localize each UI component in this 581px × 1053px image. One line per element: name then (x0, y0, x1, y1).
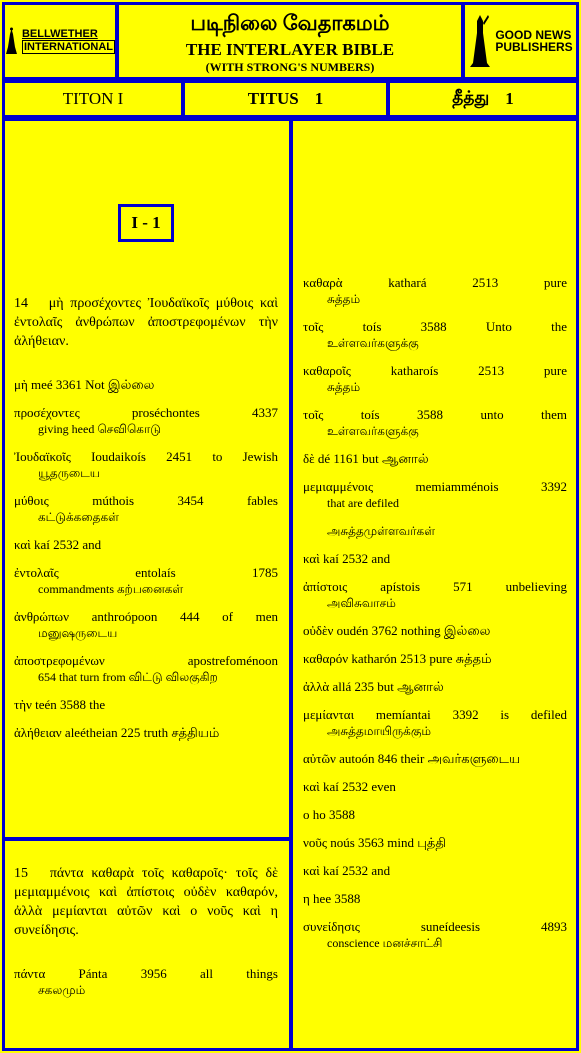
word-entry (14, 449, 278, 481)
statue-icon (468, 13, 492, 69)
word-entry (303, 407, 567, 439)
entry-line: καὶ kaí 2532 even (303, 779, 396, 794)
word-entry (303, 751, 567, 767)
entry-sub: மனுஷருடைய (38, 626, 118, 640)
verse14-text: μὴ προσέχοντες Ἰουδαϊκοῖς μύθοις καὶ ἐντολαῖς ἀνθρώπων ἀποστρεφομένων τὴν ἀλήθειαν. (14, 296, 278, 349)
entry-sub: உள்ளவர்களுக்கு (327, 424, 419, 438)
logo-text-line1: BELLWETHER (21, 28, 98, 40)
entry-line: τοῖς toís 3588 unto them (303, 407, 567, 422)
word-entry (14, 377, 278, 393)
word-entry (14, 609, 278, 641)
entry-line: ἀνθρώπων anthroópoon 444 of men (14, 609, 278, 624)
entry-line: καθαροῖς katharoís 2513 pure (303, 363, 567, 378)
word-entry (303, 919, 567, 951)
title-tamil: படிநிலை வேதாகமம் (190, 11, 390, 35)
good-news-logo (465, 5, 576, 77)
entry-sub: that are defiled (327, 496, 399, 510)
entry-line: Ἰουδαϊκοῖς Ioudaikoís 2451 to Jewish (14, 449, 278, 464)
entry-sub: கட்டுக்கதைகள் (38, 510, 119, 524)
ref-english-book: TITUS (247, 89, 299, 108)
entry-line: αὐτῶν autoón 846 their அவர்களுடைய (303, 751, 521, 766)
word-entry (303, 623, 567, 639)
ref-english (182, 80, 389, 118)
entry-sub: 654 that turn from விட்டு விலகுகிற (38, 670, 218, 684)
word-entry (303, 679, 567, 695)
ref-greek (2, 80, 184, 118)
title-english: THE INTERLAYER BIBLE (185, 40, 395, 59)
entry-line: τὴν teén 3588 the (14, 697, 106, 712)
title-box (116, 2, 464, 80)
ref-greek-text: TITON I (62, 89, 124, 108)
ref-tamil-book: தீத்து (452, 88, 490, 107)
word-entry (14, 405, 278, 437)
word-entry (303, 863, 567, 879)
entry-sub: யூதருடைய (38, 466, 101, 480)
right-column-content (303, 275, 567, 963)
entry-line: δὲ dé 1161 but ஆனால் (303, 451, 429, 466)
left-logo-box (2, 2, 118, 80)
verse15-number: 15 (14, 866, 28, 881)
verse14 (14, 294, 278, 351)
word-entry (303, 451, 567, 467)
chapter-box: I - 1 (118, 204, 174, 242)
ref-english-chapter: 1 (314, 89, 324, 108)
entry-sub: அசுத்தமாயிருக்கும் (327, 724, 432, 738)
word-entry (303, 651, 567, 667)
entry-sub: சுத்தம் (327, 292, 361, 306)
ref-tamil (387, 80, 579, 118)
word-entry (14, 493, 278, 525)
word-entry (303, 579, 567, 611)
word-entry (14, 725, 278, 741)
entry-line: ἀλήθειαν aleétheian 225 truth சத்தியம் (14, 725, 220, 740)
entry-sub: சகலமும் (38, 983, 86, 997)
entry-line: μύθοις múthois 3454 fables (14, 493, 278, 508)
word-entry (303, 523, 567, 539)
entry-sub: உள்ளவர்களுக்கு (327, 336, 419, 350)
word-entry (303, 835, 567, 851)
entry-line: πάντα Pánta 3956 all things (14, 966, 278, 981)
entry-line: ο ho 3588 (303, 807, 355, 822)
entry-line: ἐντολαῖς entolaís 1785 (14, 565, 278, 580)
entry-line: μεμιαμμένοις memiamménois 3392 (303, 479, 567, 494)
bell-figure-icon (5, 13, 18, 69)
logo-text-line2: INTERNATIONAL (23, 41, 113, 53)
logo-text-line1: GOOD NEWS (495, 28, 572, 42)
entry-line: τοῖς toís 3588 Unto the (303, 319, 567, 334)
entry-line: καὶ kaí 2532 and (303, 863, 391, 878)
left-verse15-content (14, 864, 278, 1010)
word-entry (303, 807, 567, 823)
entry-line: μεμίανται memíantai 3392 is defiled (303, 707, 567, 722)
entry-line: καθαρόν katharón 2513 pure சுத்தம் (303, 651, 492, 666)
word-entry (303, 707, 567, 739)
entry-sub: சுத்தம் (327, 380, 361, 394)
ref-tamil-chapter: 1 (505, 89, 514, 108)
entry-line: καὶ kaí 2532 and (303, 551, 391, 566)
entry-line: ἀποστρεφομένων apostrefoménoon (14, 653, 278, 668)
logo-text-line2: PUBLISHERS (495, 40, 573, 54)
word-entry (303, 891, 567, 907)
title-subtitle: (WITH STRONG'S NUMBERS) (205, 60, 375, 74)
entry-line: καθαρὰ kathará 2513 pure (303, 275, 567, 290)
verse14-number: 14 (14, 296, 28, 311)
entry-sub: commandments கற்பனைகள் (38, 582, 184, 596)
word-entry (14, 697, 278, 713)
left-verse14-content (14, 294, 278, 753)
entry-sub: அவிசுவாசம் (327, 596, 396, 610)
entry-line: ἀλλὰ allá 235 but ஆனால் (303, 679, 444, 694)
entry-line: προσέχοντες proséchontes 4337 (14, 405, 278, 420)
entry-line: οὐδὲν oudén 3762 nothing இல்லை (303, 623, 491, 638)
entry-line: συνείδησις suneídeesis 4893 (303, 919, 567, 934)
entry-line: μὴ meé 3361 Not இல்லை (14, 377, 155, 392)
word-entry (303, 319, 567, 351)
verse15-text: πάντα καθαρὰ τοῖς καθαροῖς· τοῖς δὲ μεμιαμμένοις καὶ ἀπίστοις οὐδὲν καθαρόν, ἀλλὰ μεμίανται αὐτῶν καὶ ο νοῦς καὶ η συνείδησις. (14, 866, 278, 938)
bellwether-logo (5, 5, 115, 77)
right-logo-box (462, 2, 579, 80)
word-entry (303, 363, 567, 395)
entry-sub: giving heed செவிகொடு (38, 422, 161, 436)
entry-line: καὶ kaí 2532 and (14, 537, 102, 552)
word-entry (303, 779, 567, 795)
entry-sub: conscience மனச்சாட்சி (327, 936, 443, 950)
word-entry (14, 653, 278, 685)
word-entry (14, 565, 278, 597)
entry-line: ἀπίστοις apístois 571 unbelieving (303, 579, 567, 594)
entry-line: νοῦς noús 3563 mind புத்தி (303, 835, 447, 850)
word-entry (303, 479, 567, 511)
word-entry (14, 537, 278, 553)
word-entry (303, 551, 567, 567)
word-entry (303, 275, 567, 307)
entry-line: η hee 3588 (303, 891, 361, 906)
word-entry (14, 966, 278, 998)
entry-sub: அசுத்தமுள்ளவர்கள் (327, 524, 436, 538)
verse15 (14, 864, 278, 940)
